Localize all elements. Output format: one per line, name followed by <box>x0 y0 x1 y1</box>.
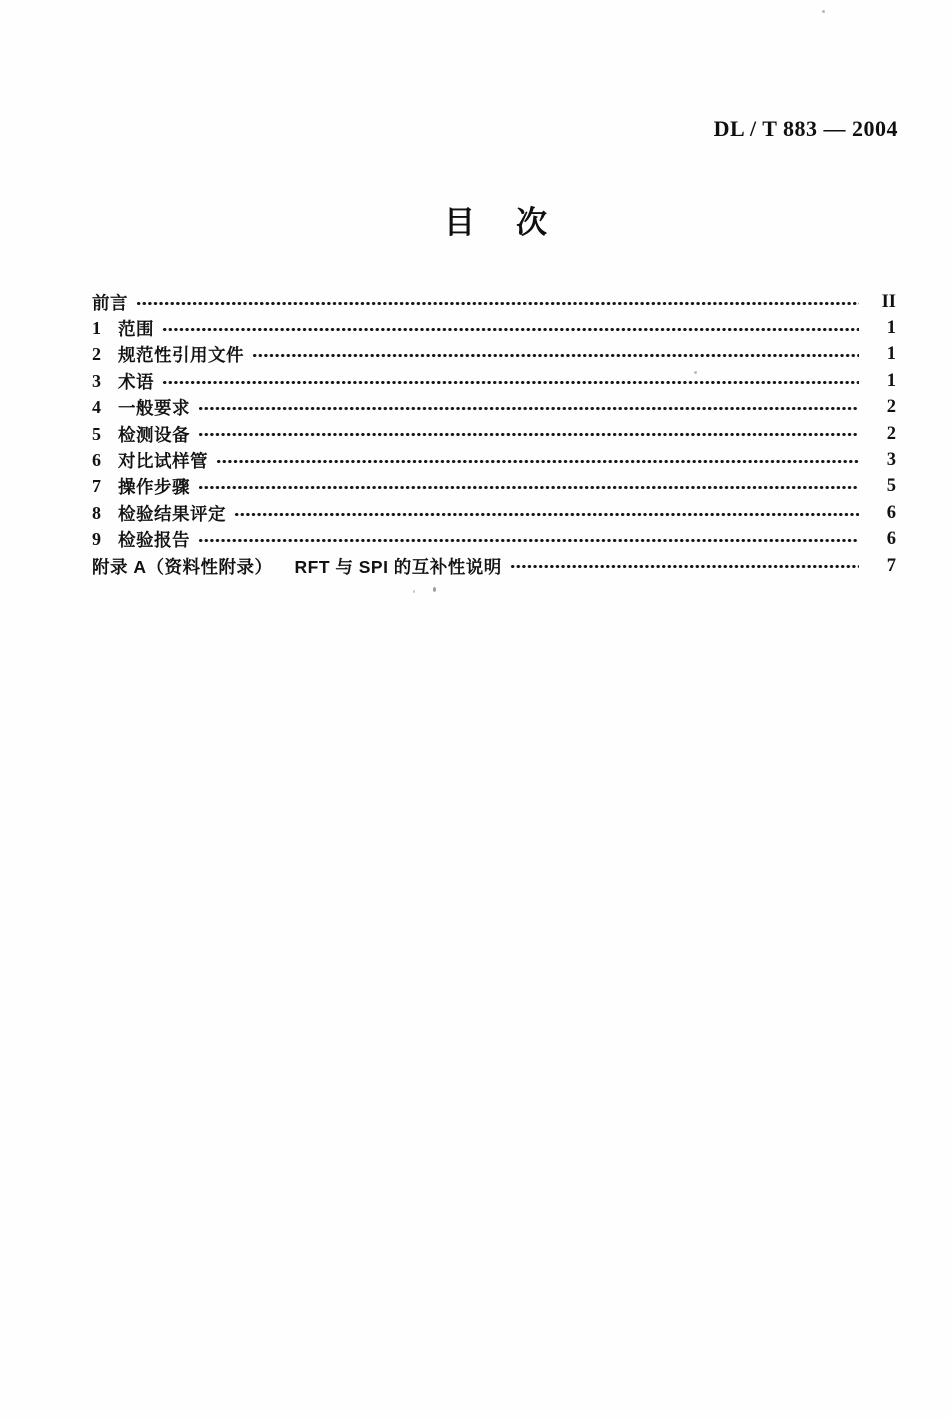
entry-page-number: 6 <box>886 502 896 523</box>
entry-label: 检验报告 <box>118 530 190 551</box>
page-title-char-1: 目 <box>444 205 475 240</box>
entry-label: 检验结果评定 <box>118 503 226 524</box>
scan-speck <box>413 590 415 593</box>
toc-entry <box>92 474 896 500</box>
dotted-leader <box>199 486 859 489</box>
toc-entry <box>92 395 896 421</box>
entry-number: 9 <box>92 529 101 550</box>
entry-number: 5 <box>92 423 101 444</box>
dotted-leader <box>163 328 859 331</box>
entry-page-number: 3 <box>886 450 896 471</box>
entry-label-2: RFT 与 SPI 的互补性说明 <box>294 556 502 577</box>
entry-label: 前言 <box>92 292 128 313</box>
dotted-leader <box>163 381 859 384</box>
toc-entry <box>92 315 896 341</box>
entry-page-number: 1 <box>886 344 896 365</box>
entry-label: 一般要求 <box>118 398 190 419</box>
page-title-char-2: 次 <box>516 205 547 240</box>
toc-entry <box>92 289 896 315</box>
entry-label: 对比试样管 <box>118 451 208 472</box>
entry-label: 术语 <box>118 371 154 392</box>
toc-entry <box>92 421 896 447</box>
entry-number: 7 <box>92 476 101 497</box>
dotted-leader <box>511 565 859 568</box>
dotted-leader <box>199 539 859 542</box>
entry-label: 范围 <box>118 319 154 340</box>
dotted-leader <box>253 354 859 357</box>
scan-speck <box>694 371 697 374</box>
toc-entry <box>92 368 896 394</box>
entry-page-number: II <box>881 291 896 312</box>
entry-page-number: 2 <box>886 423 896 444</box>
entry-number: 8 <box>92 502 101 523</box>
entry-page-number: 2 <box>886 397 896 418</box>
toc-entry <box>92 553 896 579</box>
toc-entry <box>92 342 896 368</box>
standard-number: DL / T 883 — 2004 <box>713 116 898 141</box>
scan-speck <box>433 587 436 592</box>
scan-speck <box>822 10 825 13</box>
page-title <box>444 207 547 238</box>
dotted-leader <box>199 407 859 410</box>
dotted-leader <box>217 460 859 463</box>
dotted-leader <box>199 433 859 436</box>
entry-label: 检测设备 <box>118 424 190 445</box>
entry-number: 2 <box>92 344 101 365</box>
entry-page-number: 1 <box>886 318 896 339</box>
entry-page-number: 5 <box>886 476 896 497</box>
entry-number: 1 <box>92 318 101 339</box>
dotted-leader <box>235 513 859 516</box>
entry-label: 附录 A（资料性附录） <box>92 556 273 577</box>
toc-entry <box>92 527 896 553</box>
entry-label: 规范性引用文件 <box>118 345 244 366</box>
dotted-leader <box>137 302 859 305</box>
table-of-contents <box>92 289 896 579</box>
entry-page-number: 6 <box>886 529 896 550</box>
entry-number: 4 <box>92 397 101 418</box>
entry-label: 操作步骤 <box>118 477 190 498</box>
entry-number: 6 <box>92 450 101 471</box>
entry-page-number: 7 <box>886 555 896 576</box>
toc-entry <box>92 500 896 526</box>
entry-page-number: 1 <box>886 370 896 391</box>
toc-entry <box>92 447 896 473</box>
entry-number: 3 <box>92 370 101 391</box>
